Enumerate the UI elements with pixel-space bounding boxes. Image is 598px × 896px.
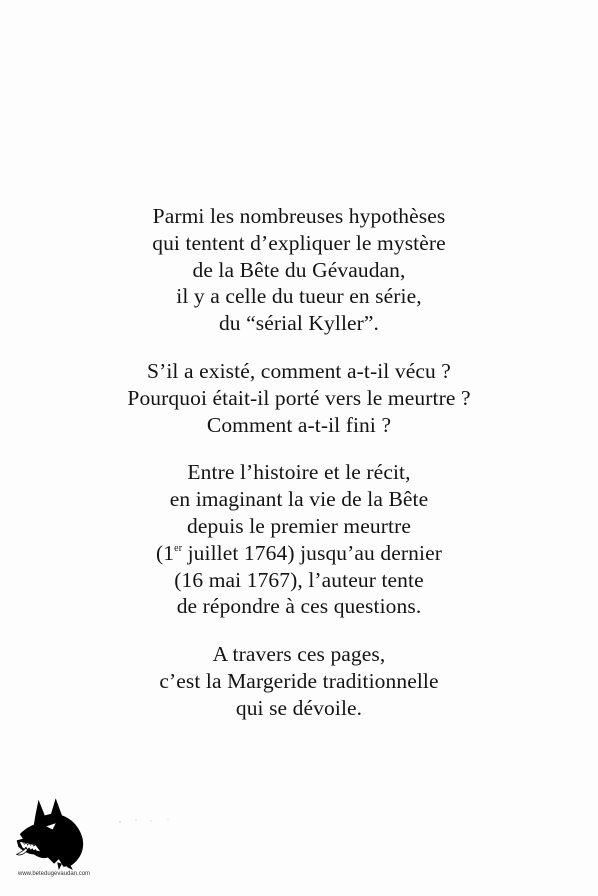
print-specks bbox=[110, 818, 190, 824]
ordinal-superscript: er bbox=[174, 542, 183, 554]
text-line: S’il a existé, comment a-t-il vécu ? bbox=[147, 358, 451, 383]
text-line: qui tentent d’expliquer le mystère bbox=[152, 230, 446, 255]
text-line: Parmi les nombreuses hypothèses bbox=[152, 204, 446, 228]
logo-caption: www.betedugevaudan.com bbox=[18, 871, 91, 877]
date-suffix: juillet 1764) jusqu’au dernier bbox=[182, 540, 442, 565]
text-line: il y a celle du tueur en série, bbox=[176, 284, 422, 309]
text-line: de répondre à ces questions. bbox=[176, 594, 422, 619]
text-line: Entre l’histoire et le récit, bbox=[187, 460, 411, 485]
text-line: depuis le premier meurtre bbox=[187, 513, 411, 538]
date-prefix: (1 bbox=[156, 540, 175, 565]
date-line bbox=[40, 540, 558, 567]
text-line: (16 mai 1767), l’auteur tente bbox=[174, 567, 424, 592]
text-line: en imaginant la vie de la Bête bbox=[169, 487, 429, 512]
text-line: c’est la Margeride traditionnelle bbox=[159, 668, 439, 693]
text-line: A travers ces pages, bbox=[212, 642, 386, 667]
text-line: du “sérial Kyller”. bbox=[218, 311, 380, 336]
text-line: de la Bête du Gévaudan, bbox=[192, 257, 406, 282]
text-line: Comment a-t-il fini ? bbox=[206, 412, 392, 437]
blurb-text bbox=[40, 203, 558, 743]
paragraph-hypotheses bbox=[40, 203, 558, 337]
text-line: qui se dévoile. bbox=[235, 695, 363, 720]
paragraph-history bbox=[40, 459, 558, 620]
paragraph-margeride bbox=[40, 641, 558, 721]
paragraph-questions bbox=[40, 358, 558, 438]
wolf-head-icon bbox=[12, 792, 90, 870]
text-line: Pourquoi était-il porté vers le meurtre ? bbox=[127, 385, 471, 410]
